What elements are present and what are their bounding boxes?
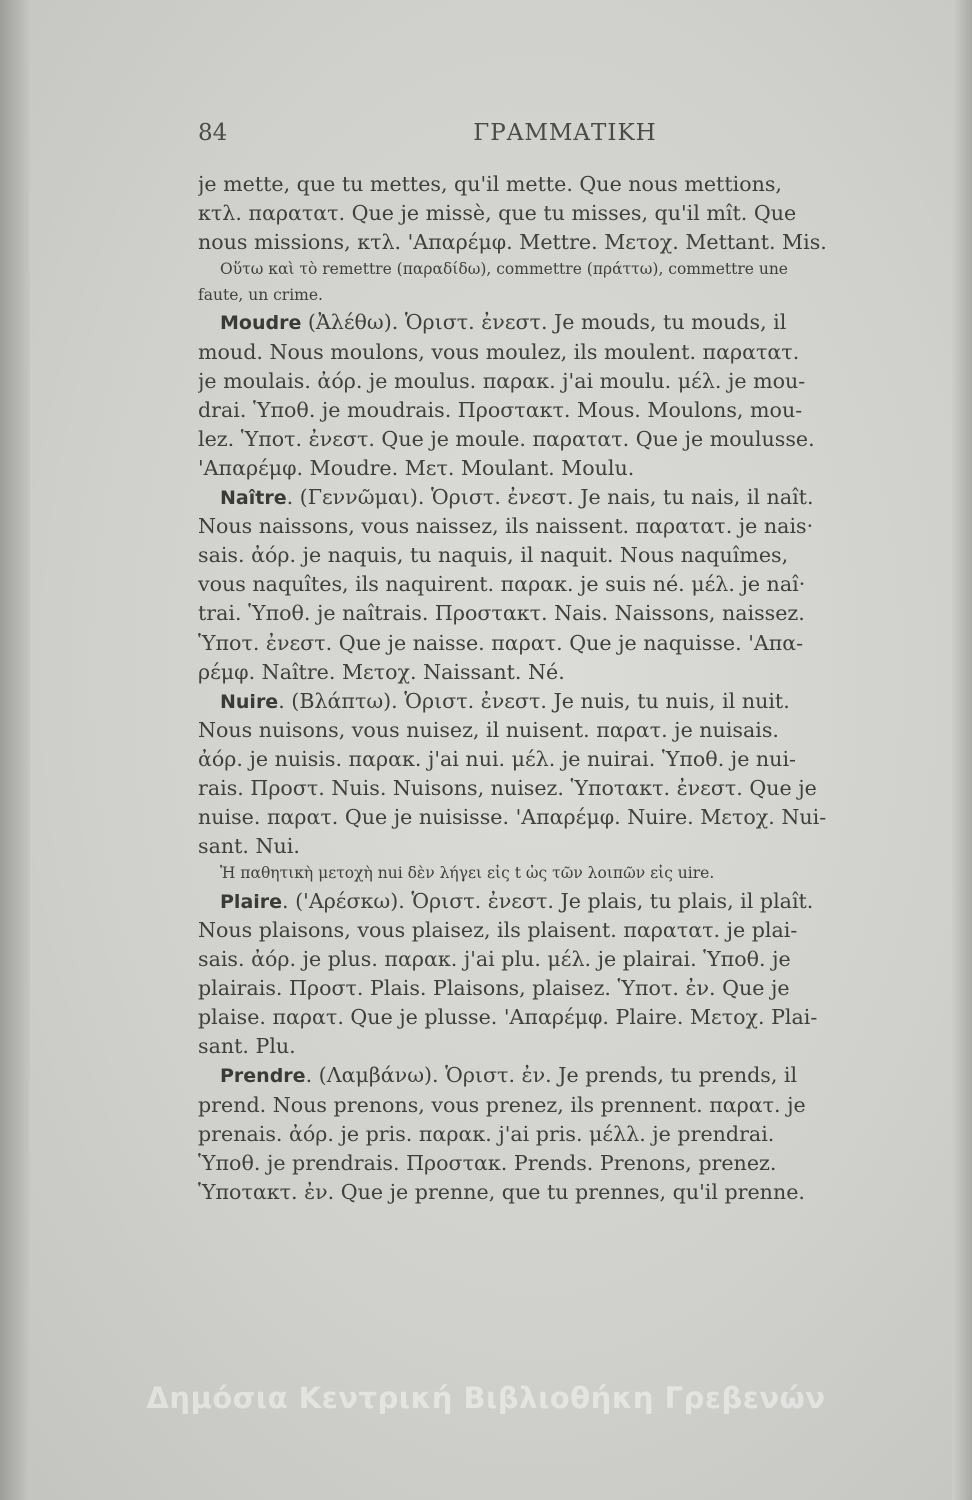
- entry-naitre: [198, 483, 932, 512]
- text-line: κτλ. παρατατ. Que je missè, que tu misses, qu'il mît. Que: [198, 201, 797, 226]
- entry-text: (Ἀλέθω). Ὁριστ. ἐνεστ. Je mouds, tu mouds, il: [301, 310, 787, 335]
- text-line: plairais. Προστ. Plais. Plaisons, plaisez. Ὑποτ. ἐν. Que je: [198, 976, 790, 1001]
- text-line: plaise. παρατ. Que je plusse. 'Απαρέμφ. Plaire. Μετοχ. Plai-: [198, 1005, 818, 1030]
- text-line: je moulais. ἀόρ. je moulus. παρακ. j'ai moulu. μέλ. je mou-: [198, 368, 806, 393]
- text-line: drai. Ὑποθ. je moudrais. Προστακτ. Mous. Moulons, mou-: [198, 397, 803, 422]
- verb-heading: Plaire: [220, 890, 283, 913]
- entry-text: . (Γεννῶμαι). Ὁριστ. ἐνεστ. Je nais, tu nais, il naît.: [286, 485, 814, 510]
- entry-nuire: [198, 687, 932, 716]
- text-line: Nous plaisons, vous plaisez, ils plaisent. παρατατ. je plai-: [198, 917, 798, 942]
- page-edge-right: [952, 0, 972, 1500]
- text-line: prenais. ἀόρ. je pris. παρακ. j'ai pris. μέλλ. je prendrai.: [198, 1121, 775, 1146]
- page-number: 84: [198, 120, 228, 146]
- text-line: rais. Προστ. Nuis. Nuisons, nuisez. Ὑποτακτ. ἐνεστ. Que je: [198, 775, 817, 800]
- library-watermark: Δημόσια Κεντρική Βιβλιοθήκη Γρεβενών: [146, 1381, 826, 1415]
- text-line: sais. ἀόρ. je plus. παρακ. j'ai plu. μέλ. je plairai. Ὑποθ. je: [198, 947, 791, 972]
- verb-heading: Nuire: [220, 690, 279, 713]
- text-line: nous missions, κτλ. 'Απαρέμφ. Mettre. Μετοχ. Mettant. Mis.: [198, 230, 827, 255]
- running-title: ΓΡΑΜΜΑΤΙΚΗ: [473, 120, 657, 146]
- text-line: ρέμφ. Naître. Μετοχ. Naissant. Né.: [198, 659, 565, 684]
- text-line: je mette, que tu mettes, qu'il mette. Que nous mettions,: [198, 172, 782, 196]
- text-line: Nous naissons, vous naissez, ils naissent. παρατατ. je nais·: [198, 514, 814, 539]
- text-line: nuise. παρατ. Que je nuisisse. 'Απαρέμφ. Nuire. Μετοχ. Nui-: [198, 805, 827, 830]
- note-line: Οὕτω καὶ τὸ remettre (παραδίδω), commettre (πράττω), commettre une: [220, 260, 788, 279]
- text-line: lez. Ὑποτ. ἐνεστ. Que je moule. παρατατ. Que je moulusse.: [198, 426, 815, 451]
- text-line: Nous nuisons, vous nuisez, il nuisent. παρατ. je nuisais.: [198, 717, 779, 742]
- text-line: sais. ἀόρ. je naquis, tu naquis, il naquit. Nous naquîmes,: [198, 543, 789, 568]
- verb-heading: Naître: [220, 487, 287, 510]
- running-header: [198, 120, 932, 154]
- entry-text: . (Βλάπτω). Ὁριστ. ἐνεστ. Je nuis, tu nuis, il nuit.: [278, 688, 790, 713]
- verb-heading: Moudre: [220, 312, 302, 335]
- text-line: trai. Ὑποθ. je naîtrais. Προστακτ. Nais. Naissons, naissez.: [198, 601, 805, 626]
- text-line: Ὑποτακτ. ἐν. Que je prenne, que tu prennes, qu'il prenne.: [198, 1179, 805, 1204]
- verb-heading: Prendre: [220, 1065, 306, 1088]
- text-line: sant. Nui.: [198, 834, 300, 859]
- page-edge-left: [0, 0, 30, 1500]
- entry-moudre: [198, 308, 932, 337]
- entry-text: . (Λαμβάνω). Ὁριστ. ἐν. Je prends, tu prends, il: [305, 1063, 798, 1088]
- text-line: moud. Nous moulons, vous moulez, ils moulent. παρατατ.: [198, 339, 800, 364]
- note-line: faute, un crime.: [198, 285, 323, 304]
- text-line: prend. Nous prenons, vous prenez, ils prennent. παρατ. je: [198, 1092, 806, 1117]
- note-line: Ἡ παθητικὴ μετοχὴ nui δὲν λήγει εἰς t ὡς τῶν λοιπῶν εἰς uire.: [220, 864, 715, 883]
- text-line: ἀόρ. je nuisis. παρακ. j'ai nui. μέλ. je nuirai. Ὑποθ. je nui-: [198, 746, 796, 771]
- body-text: [198, 170, 932, 1207]
- text-line: sant. Plu.: [198, 1034, 296, 1059]
- entry-text: . ('Αρέσκω). Ὁριστ. ἐνεστ. Je plais, tu plais, il plaît.: [282, 888, 814, 913]
- text-line: Ὑποτ. ἐνεστ. Que je naisse. παρατ. Que je naquisse. 'Απα-: [198, 630, 804, 655]
- text-line: Ὑποθ. je prendrais. Προστακ. Prends. Prenons, prenez.: [198, 1150, 777, 1175]
- entry-plaire: [198, 887, 932, 916]
- entry-prendre: [198, 1061, 932, 1090]
- text-line: vous naquîtes, ils naquirent. παρακ. je suis né. μέλ. je naî·: [198, 572, 806, 597]
- text-line: 'Απαρέμφ. Moudre. Μετ. Moulant. Moulu.: [198, 455, 635, 480]
